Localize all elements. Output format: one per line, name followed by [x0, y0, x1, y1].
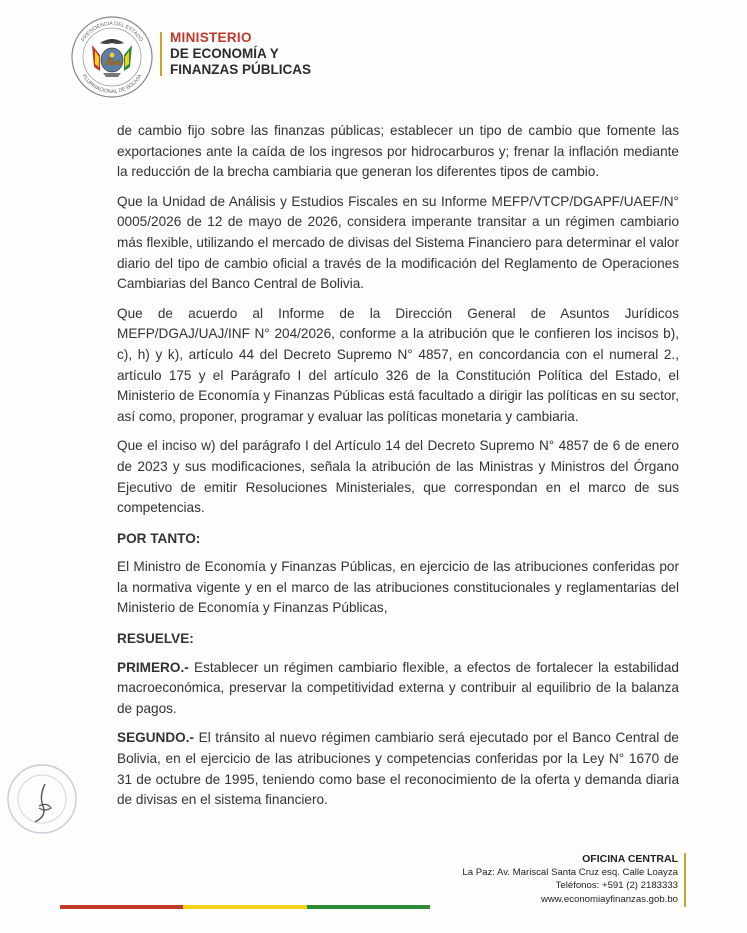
ministry-title-line2: DE ECONOMÍA Y: [170, 46, 279, 61]
ministry-title-line1: MINISTERIO: [170, 30, 252, 45]
footer-website: www.economiayfinanzas.gob.bo: [540, 893, 678, 905]
article-primero: [117, 658, 679, 720]
flag-red-stripe: [60, 905, 183, 909]
paragraph-por-tanto: El Ministro de Economía y Finanzas Públicas, en ejercicio de las atribuciones conferidas por la normativa vigente y en el marco de las atribuciones constitucionales y reglamentarias del Ministerio de Economía y Finanzas Públicas,: [117, 559, 679, 616]
article-segundo: [117, 728, 679, 810]
footer-address: La Paz: Av. Mariscal Santa Cruz esq. Calle Loayza: [462, 867, 678, 879]
footer-contact: [462, 853, 678, 906]
footer-divider: [684, 853, 686, 907]
flag-green-stripe: [307, 905, 430, 909]
flag-yellow-stripe: [183, 905, 306, 909]
heading-resuelve: RESUELVE:: [117, 631, 194, 647]
header-divider: [160, 32, 162, 76]
footer-phone: Teléfonos: +591 (2) 2183333: [555, 880, 678, 892]
ministry-title-line3: FINANZAS PÚBLICAS: [170, 62, 311, 77]
faded-seal-stamp-icon: [5, 762, 79, 836]
article-primero-label: PRIMERO.-: [117, 659, 189, 675]
paragraph-considerando-3: Que de acuerdo al Informe de la Dirección General de Asuntos Jurídicos MEFP/DGAJ/UAJ/INF N° 204/2026, conforme a la atribución que le confieren los incisos b), c), h) y k), artículo 44 del Decreto Supremo N° 4857, en concordancia con el numeral 2., artículo 175 y el Parágrafo I del artículo 326 de la Constitución Política del Estado, el Ministerio de Economía y Finanzas Públicas está facultado a dirigir las políticas en su sector, así como, proponer, programar y evaluar las políticas monetaria y cambiaria.: [117, 305, 679, 424]
resolution-body: [117, 121, 679, 820]
svg-text:PRESIDENCIA DEL ESTADO: PRESIDENCIA DEL ESTADO: [80, 20, 144, 43]
flag-color-bar: [60, 905, 430, 909]
article-primero-text: Establecer un régimen cambiario flexible, a efectos de fortalecer la estabilidad macroeconómica, preservar la competitividad externa y contribuir al equilibrio de la balanza de pagos.: [117, 659, 679, 716]
footer-office-title: OFICINA CENTRAL: [582, 853, 678, 865]
paragraph-considerando-1: de cambio fijo sobre las finanzas públicas; establecer un tipo de cambio que fomente las exportaciones ante la caída de los ingresos por hidrocarburos y; frenar la inflación mediante la reducción de la brecha cambiaria que generan los diferentes tipos de cambio.: [117, 123, 679, 180]
paragraph-considerando-4: Que el inciso w) del parágrafo I del Artículo 14 del Decreto Supremo N° 4857 de 6 de enero de 2023 y sus modificaciones, señala la atribución de las Ministras y Ministros del Órgano Ejecutivo de emitir Resoluciones Ministeriales, que correspondan en el marco de sus competencias.: [117, 438, 679, 516]
coat-of-arms-icon: [70, 15, 154, 99]
article-segundo-label: SEGUNDO.-: [117, 730, 195, 746]
article-segundo-text: El tránsito al nuevo régimen cambiario será ejecutado por el Banco Central de Bolivia, en el ejercicio de las atribuciones y competencias conferidas por la Ley N° 1670 de 31 de octubre de 1995, teniendo como base el reconocimiento de la oferta y demanda diaria de divisas en el sistema financiero.: [117, 730, 679, 808]
paragraph-considerando-2: Que la Unidad de Análisis y Estudios Fiscales en su Informe MEFP/VTCP/DGAPF/UAEF/N° 0005/2026 de 12 de mayo de 2026, considera imperante transitar a un régimen cambiario más flexible, utilizando el mercado de divisas del Sistema Financiero para determinar el valor diario del tipo de cambio oficial a través de la modificación del Reglamento de Operaciones Cambiarias del Banco Central de Bolivia.: [117, 193, 679, 292]
svg-text:PLURINACIONAL DE BOLIVIA: PLURINACIONAL DE BOLIVIA: [80, 73, 144, 96]
heading-por-tanto: POR TANTO:: [117, 530, 201, 546]
